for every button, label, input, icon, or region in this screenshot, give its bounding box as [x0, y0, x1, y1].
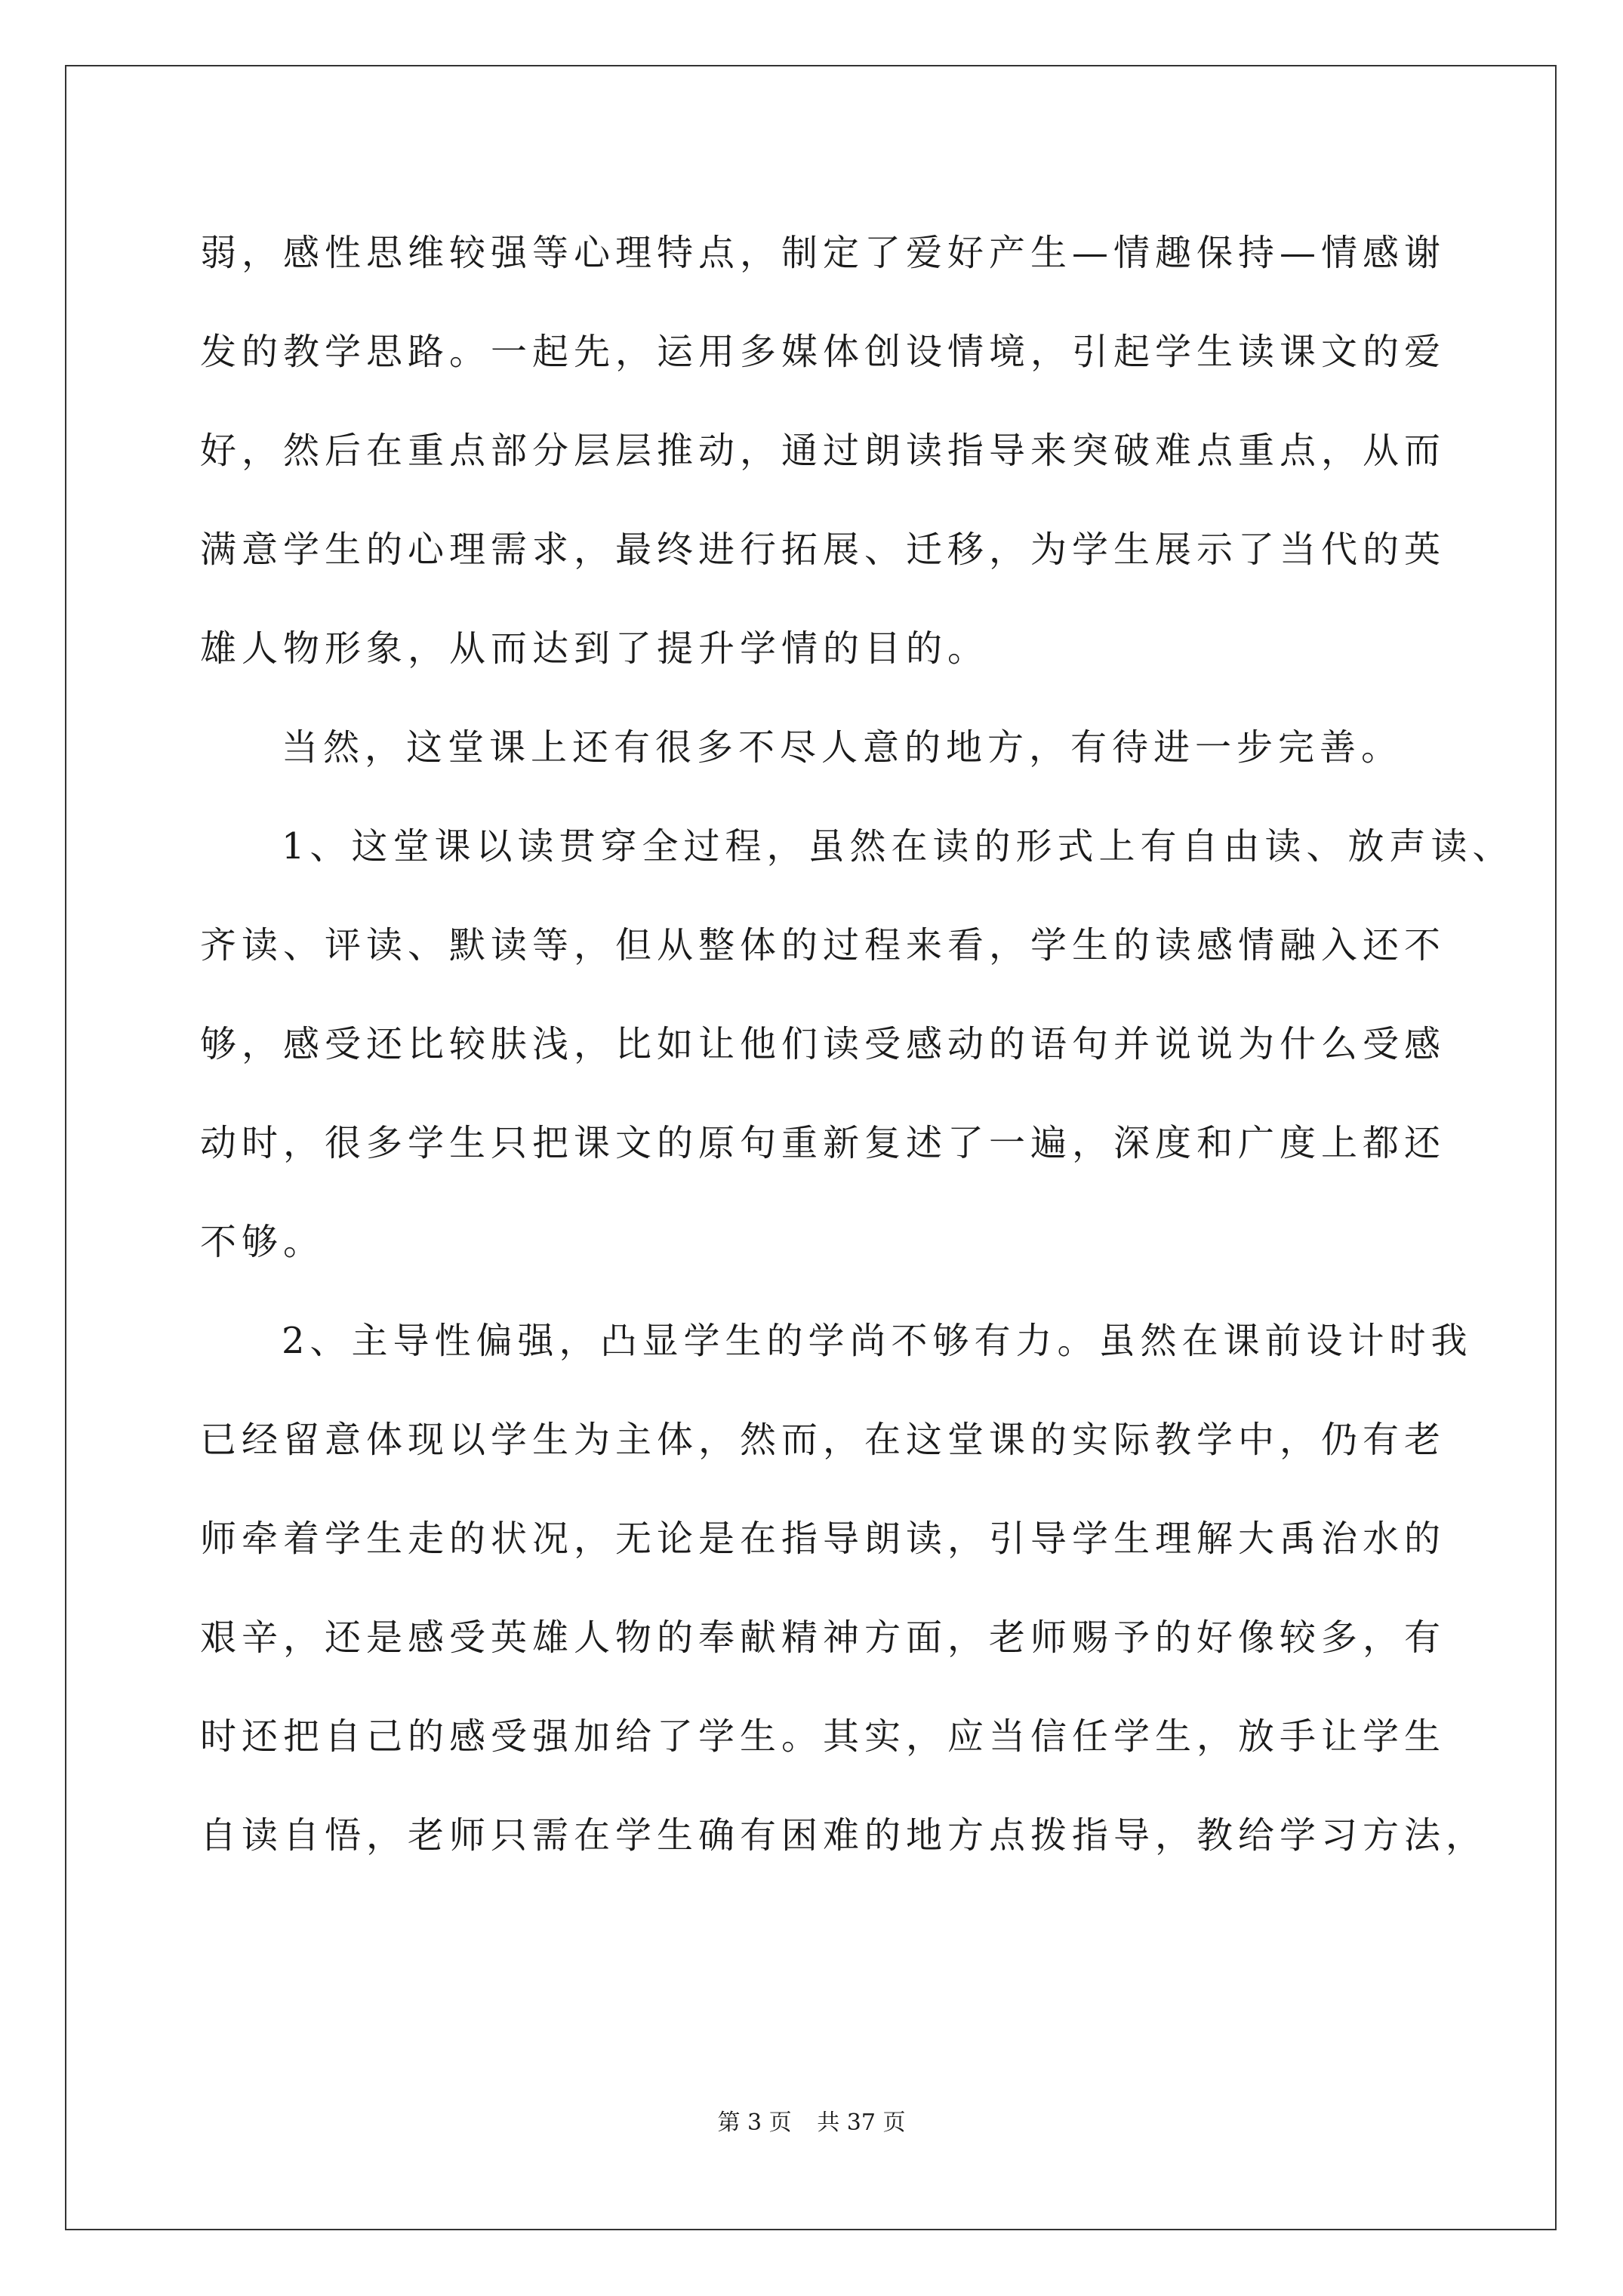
text-line: 自读自悟，老师只需在学生确有困难的地方点拨指导，教给学习方法， — [200, 1814, 1488, 1857]
paragraph-start-line: 2、主导性偏强，凸显学生的学尚不够有力。虽然在课前设计时我 — [282, 1320, 1473, 1362]
text-line: 时还把自己的感受强加给了学生。其实，应当信任学生，放手让学生 — [200, 1715, 1446, 1758]
text-line: 弱，感性思维较强等心理特点，制定了爱好产生—情趣保持—情感谢 — [200, 232, 1446, 274]
paragraph-start-line: 当然，这堂课上还有很多不尽人意的地方，有待进一步完善。 — [282, 726, 1403, 769]
page-total: 共 37 页 — [817, 2110, 906, 2136]
text-line: 艰辛，还是感受英雄人物的奉献精神方面，老师赐予的好像较多，有 — [200, 1616, 1446, 1659]
text-line: 师牵着学生走的状况，无论是在指导朗读，引导学生理解大禹治水的 — [200, 1518, 1446, 1560]
text-line: 发的教学思路。一起先，运用多媒体创设情境，引起学生读课文的爱 — [200, 331, 1446, 373]
paragraph-start-line: 1、这堂课以读贯穿全过程，虽然在读的形式上有自由读、放声读、 — [282, 825, 1514, 868]
text-line: 满意学生的心理需求，最终进行拓展、迁移，为学生展示了当代的英 — [200, 529, 1446, 571]
text-line: 齐读、评读、默读等，但从整体的过程来看，学生的读感情融入还不 — [200, 924, 1446, 966]
text-line: 动时，很多学生只把课文的原句重新复述了一遍，深度和广度上都还 — [200, 1122, 1446, 1164]
document-body — [200, 204, 1514, 1885]
text-line: 不够。 — [200, 1221, 325, 1263]
text-line: 雄人物形象，从而达到了提升学情的目的。 — [200, 627, 990, 670]
text-line: 够，感受还比较肤浅，比如让他们读受感动的语句并说说为什么受感 — [200, 1023, 1446, 1065]
text-line: 好，然后在重点部分层层推动，通过朗读指导来突破难点重点，从而 — [200, 430, 1446, 472]
page-footer — [0, 2103, 1623, 2137]
page-number: 第 3 页 — [717, 2110, 792, 2136]
text-line: 已经留意体现以学生为主体，然而，在这堂课的实际教学中，仍有老 — [200, 1419, 1446, 1461]
